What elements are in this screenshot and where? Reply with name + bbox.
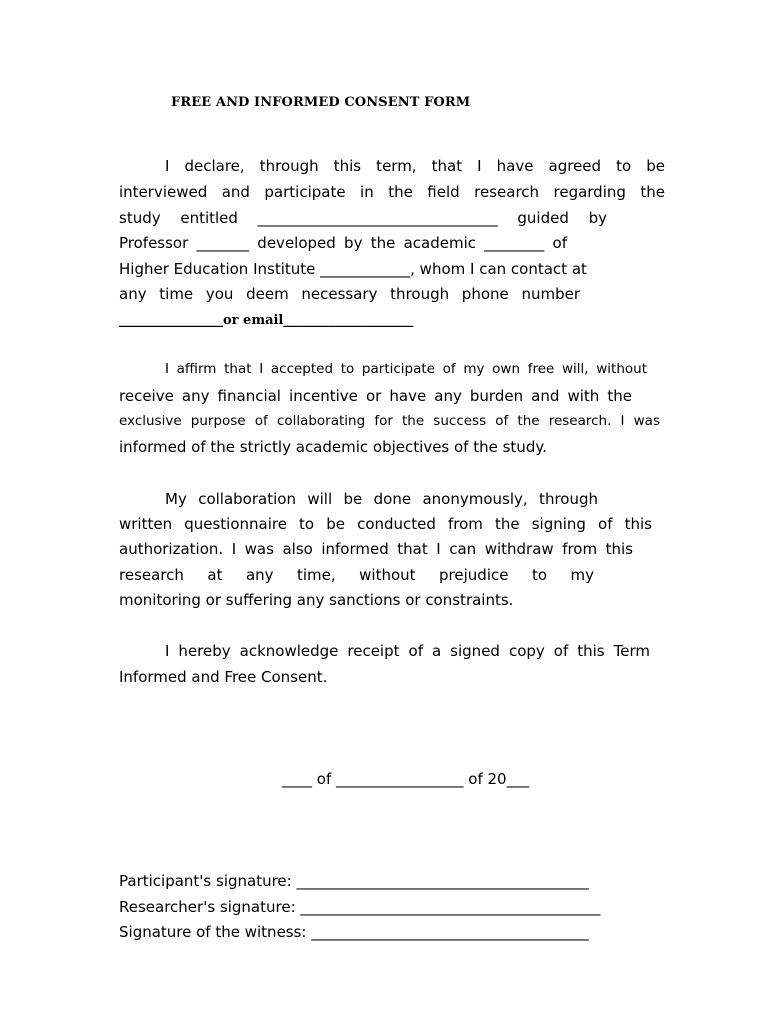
paragraph-1-line-4: Professor _______ developed by the academic ________ of [119, 234, 567, 252]
date-line: ____ of _________________ of 20___ [282, 770, 530, 788]
paragraph-2-line-1: I affirm that I accepted to participate of my own free will, without [165, 361, 647, 377]
paragraph-2-line-3: exclusive purpose of collaborating for the success of the research. I was [119, 413, 660, 429]
paragraph-1-line-6: any time you deem necessary through phone number [119, 285, 580, 303]
paragraph-1-line-7: ________________or email____________________ [119, 313, 414, 328]
paragraph-3-line-5: monitoring or suffering any sanctions or constraints. [119, 591, 514, 609]
paragraph-2-line-4: informed of the strictly academic objectives of the study. [119, 438, 547, 456]
form-title: FREE AND INFORMED CONSENT FORM [171, 95, 471, 110]
paragraph-3-line-1: My collaboration will be done anonymously, through [165, 490, 598, 508]
paragraph-1-line-3: study entitled ________________________________ guided by [119, 209, 607, 227]
paragraph-1-line-2: interviewed and participate in the field research regarding the [119, 183, 665, 201]
researcher-signature-line: Researcher's signature: ________________________________________ [119, 898, 601, 916]
participant-signature-line: Participant's signature: _______________________________________ [119, 872, 589, 890]
paragraph-1-line-5: Higher Education Institute ____________, whom I can contact at [119, 260, 587, 278]
paragraph-2-line-2: receive any financial incentive or have any burden and with the [119, 387, 632, 405]
paragraph-3-line-3: authorization. I was also informed that I can withdraw from this [119, 540, 633, 558]
paragraph-4-line-2: Informed and Free Consent. [119, 668, 328, 686]
paragraph-3-line-2: written questionnaire to be conducted from the signing of this [119, 515, 652, 533]
paragraph-4-line-1: I hereby acknowledge receipt of a signed copy of this Term [165, 642, 650, 660]
paragraph-1-line-1: I declare, through this term, that I have agreed to be [165, 157, 665, 175]
paragraph-3-line-4: research at any time, without prejudice to my [119, 566, 594, 584]
witness-signature-line: Signature of the witness: _____________________________________ [119, 923, 589, 941]
